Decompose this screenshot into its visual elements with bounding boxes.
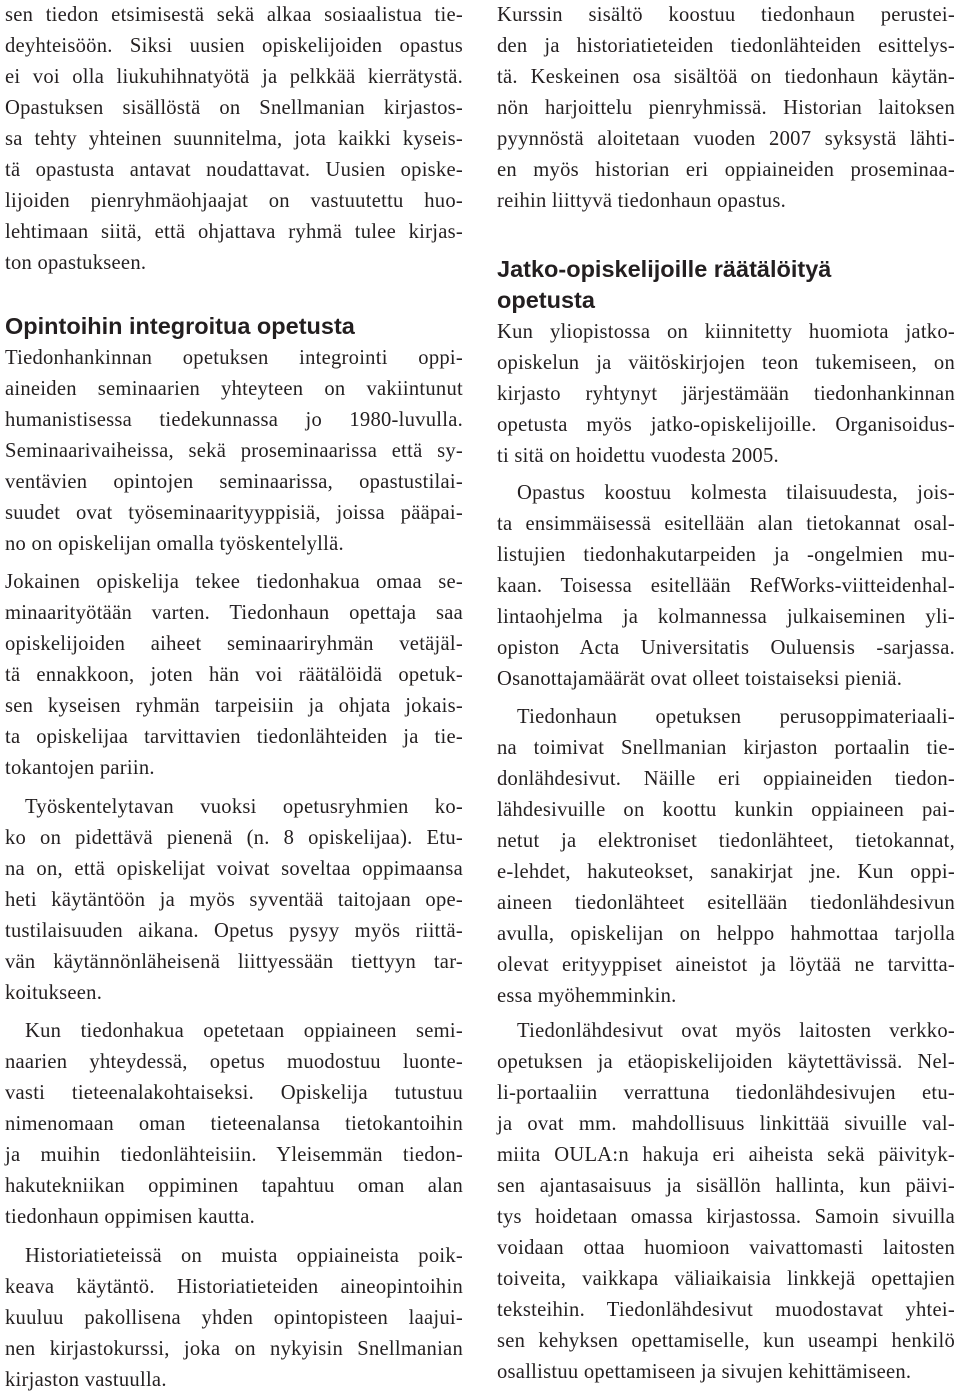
text-line: lijoiden pienryhmäohjaajat on vastuutettu huo- xyxy=(5,190,463,212)
text-line: deyhteisöön. Siksi uusien opiskelijoiden opastus xyxy=(5,35,463,57)
text-line: opiston Acta Universitatis Ouluensis -sarjassa. xyxy=(497,637,955,659)
text-line: no on opiskelijan omalla työskentelyllä. xyxy=(5,533,344,555)
section-heading-line: Jatko-opiskelijoille räätälöityä xyxy=(497,256,832,282)
text-line: ko on pidettävä pienenä (n. 8 opiskelijaa). Etu- xyxy=(5,827,463,849)
text-line: osallistuu opettamiseen ja sivujen kehittämiseen. xyxy=(497,1361,912,1383)
text-line: nimenomaan oman tieteenalansa tietokantoihin xyxy=(5,1113,463,1135)
text-line: hakutekniikan oppiminen tapahtuu oman alan xyxy=(5,1175,463,1197)
text-line: ventävien opintojen seminaarissa, opastustilai- xyxy=(5,471,463,493)
text-line: nön harjoittelu pienryhmissä. Historian laitoksen xyxy=(497,97,955,119)
text-line: lehtimaan siitä, että ohjattava ryhmä tulee kirjas- xyxy=(5,221,463,243)
text-line: sen tiedon etsimisestä sekä alkaa sosiaalistua tie- xyxy=(5,4,463,26)
text-line: kirjasto ryhtynyt järjestämään tiedonhankinnan xyxy=(497,383,955,405)
text-line: ei voi olla liukuhihnatyötä ja pelkkää kierrätystä. xyxy=(5,66,463,88)
text-line: Opastus koostuu kolmesta tilaisuudesta, jois- xyxy=(517,482,955,504)
text-line: na on, että opiskelijat voivat soveltaa oppimaansa xyxy=(5,858,463,880)
text-line: ta ensimmäisessä esitellään alan tietokannat osal- xyxy=(497,513,955,535)
text-line: Työskentelytavan vuoksi opetusryhmien ko- xyxy=(25,796,463,818)
text-line: Opastuksen sisällöstä on Snellmanian kirjastos- xyxy=(5,97,463,119)
text-line: tiedonhaun oppimisen kautta. xyxy=(5,1206,256,1228)
text-line: den ja historiatieteiden tiedonlähteiden esittelys- xyxy=(497,35,955,57)
text-line: miita OULA:n hakuja eri aiheista sekä päivityk- xyxy=(497,1144,955,1166)
text-line: kirjaston vastuulla. xyxy=(5,1369,167,1391)
text-line: Historiatieteissä on muista oppiaineista poik- xyxy=(25,1245,463,1267)
text-line: tustilaisuuden aikana. Opetus pysyy myös riittä- xyxy=(5,920,463,942)
text-line: tä ennakkoon, joten hän voi räätälöidä opetuk- xyxy=(5,664,463,686)
text-line: heti käytäntöön ja myös syventää taitojaan ope- xyxy=(5,889,463,911)
text-line: tokantojen pariin. xyxy=(5,757,155,779)
text-line: olevat erityyppiset aineistot ja löytää ne tarvitta- xyxy=(497,954,955,976)
text-line: en myös historian eri oppiaineiden proseminaa- xyxy=(497,159,955,181)
text-line: listujien tiedonhakutarpeiden ja -ongelmien mu- xyxy=(497,544,955,566)
text-line: teksteihin. Tiedonlähdesivut muodostavat yhtei- xyxy=(497,1299,955,1321)
text-line: toiveita, vaikkapa väliaikaisia linkkejä opettajien xyxy=(497,1268,955,1290)
text-line: kaan. Toisessa esitellään RefWorks-viitteidenhal- xyxy=(497,575,955,597)
text-line: Tiedonhaun opetuksen perusoppimateriaali- xyxy=(517,706,955,728)
text-line: tä. Keskeinen osa sisältöä on tiedonhaun käytän- xyxy=(497,66,955,88)
text-line: sen kyseisen ryhmän tarpeisiin ja ohjata jokais- xyxy=(5,695,463,717)
text-line: Kun tiedonhakua opetetaan oppiaineen semi- xyxy=(25,1020,463,1042)
text-line: nen kirjastokurssi, joka on nykyisin Snellmanian xyxy=(5,1338,463,1360)
text-line: kuuluu pakollisena yhden opintopisteen laajui- xyxy=(5,1307,463,1329)
text-line: lähdesivuille on koottu kunkin oppiaineen pai- xyxy=(497,799,955,821)
text-line: voidaan ottaa huomioon vaivattomasti laitosten xyxy=(497,1237,955,1259)
section-heading-line: opetusta xyxy=(497,287,595,313)
text-line: aineen tiedonlähteet esitellään tiedonlähdesivun xyxy=(497,892,955,914)
text-line: Kurssin sisältö koostuu tiedonhaun perustei- xyxy=(497,4,955,26)
text-line: netut ja elektroniset tiedonlähteet, tietokannat, xyxy=(497,830,955,852)
section-heading-postgraduate-teaching xyxy=(497,254,959,316)
text-line: opiskelijoiden aiheet seminaariryhmän vetäjäl- xyxy=(5,633,463,655)
text-line: reihin liittyvä tiedonhaun opastus. xyxy=(497,190,787,212)
text-line: sen ajantasaisuus ja sisällön hallinta, kun päivi- xyxy=(497,1175,955,1197)
text-line: Jokainen opiskelija tekee tiedonhakua omaa se- xyxy=(5,571,463,593)
text-line: keava käytäntö. Historiatieteiden aineopintoihin xyxy=(5,1276,463,1298)
text-line: suudet ovat työseminaarityyppisiä, joissa pääpai- xyxy=(5,502,463,524)
text-line: koitukseen. xyxy=(5,982,103,1004)
text-line: pyynnöstä aloitetaan vuoden 2007 syksystä lähti- xyxy=(497,128,955,150)
text-line: Tiedonhankinnan opetuksen integrointi oppi- xyxy=(5,347,463,369)
text-line: Seminaarivaiheissa, sekä proseminaarissa että sy- xyxy=(5,440,463,462)
text-line: aineiden seminaarien yhteyteen on vakiintunut xyxy=(5,378,463,400)
text-line: Tiedonlähdesivut ovat myös laitosten verkko- xyxy=(517,1020,955,1042)
text-line: sa tehty yhteinen suunnitelma, jota kaikki kyseis- xyxy=(5,128,463,150)
text-line: opetuksen ja etäopiskelijoiden käytettävissä. Nel- xyxy=(497,1051,955,1073)
text-line: e-lehdet, hakuteokset, sanakirjat jne. Kun oppi- xyxy=(497,861,955,883)
text-line: opetusta myös jatko-opiskelijoille. Organisoidus- xyxy=(497,414,955,436)
text-line: Osanottajamäärät ovat olleet toistaiseksi pieniä. xyxy=(497,668,903,690)
text-line: naarien yhteydessä, opetus muodostuu luonte- xyxy=(5,1051,463,1073)
text-line: ja muihin tiedonlähteisiin. Yleisemmän tiedon- xyxy=(5,1144,463,1166)
text-line: ja ovat mm. mahdollisuus linkittää sivuille val- xyxy=(497,1113,955,1135)
text-line: minaarityötään varten. Tiedonhaun opettaja saa xyxy=(5,602,463,624)
text-line: Kun yliopistossa on kiinnitetty huomiota jatko- xyxy=(497,321,955,343)
text-line: ti sitä on hoidettu vuodesta 2005. xyxy=(497,445,779,467)
text-line: essa myöhemminkin. xyxy=(497,985,677,1007)
text-line: na toimivat Snellmanian kirjaston portaalin tie- xyxy=(497,737,955,759)
text-line: tä opastusta antavat noudattavat. Uusien opiske- xyxy=(5,159,463,181)
text-line: donlähdesivut. Näille eri oppiaineiden tiedon- xyxy=(497,768,955,790)
text-line: humanistisessa tiedekunnassa jo 1980-luvulla. xyxy=(5,409,463,431)
text-line: avulla, opiskelijan on helppo hahmottaa tarjolla xyxy=(497,923,955,945)
text-line: ta opiskelijaa tarvittavien tiedonlähteiden ja tie- xyxy=(5,726,463,748)
section-heading-integrated-teaching: Opintoihin integroitua opetusta xyxy=(5,313,355,339)
text-line: sen kehyksen opettamiselle, kun useampi henkilö xyxy=(497,1330,955,1352)
text-line: tys hoidetaan omassa kirjastossa. Samoin sivuilla xyxy=(497,1206,955,1228)
text-line: lintaohjelma ja kolmannessa julkaiseminen yli- xyxy=(497,606,955,628)
text-line: ton opastukseen. xyxy=(5,252,147,274)
text-line: vän käytännönläheisenä liittyessään tiettyyn tar- xyxy=(5,951,463,973)
text-line: vasti tieteenalakohtaiseksi. Opiskelija tutustuu xyxy=(5,1082,463,1104)
text-line: li-portaaliin verrattuna tiedonlähdesivujen etu- xyxy=(497,1082,955,1104)
text-line: opiskelun ja väitöskirjojen teon tukemiseen, on xyxy=(497,352,955,374)
